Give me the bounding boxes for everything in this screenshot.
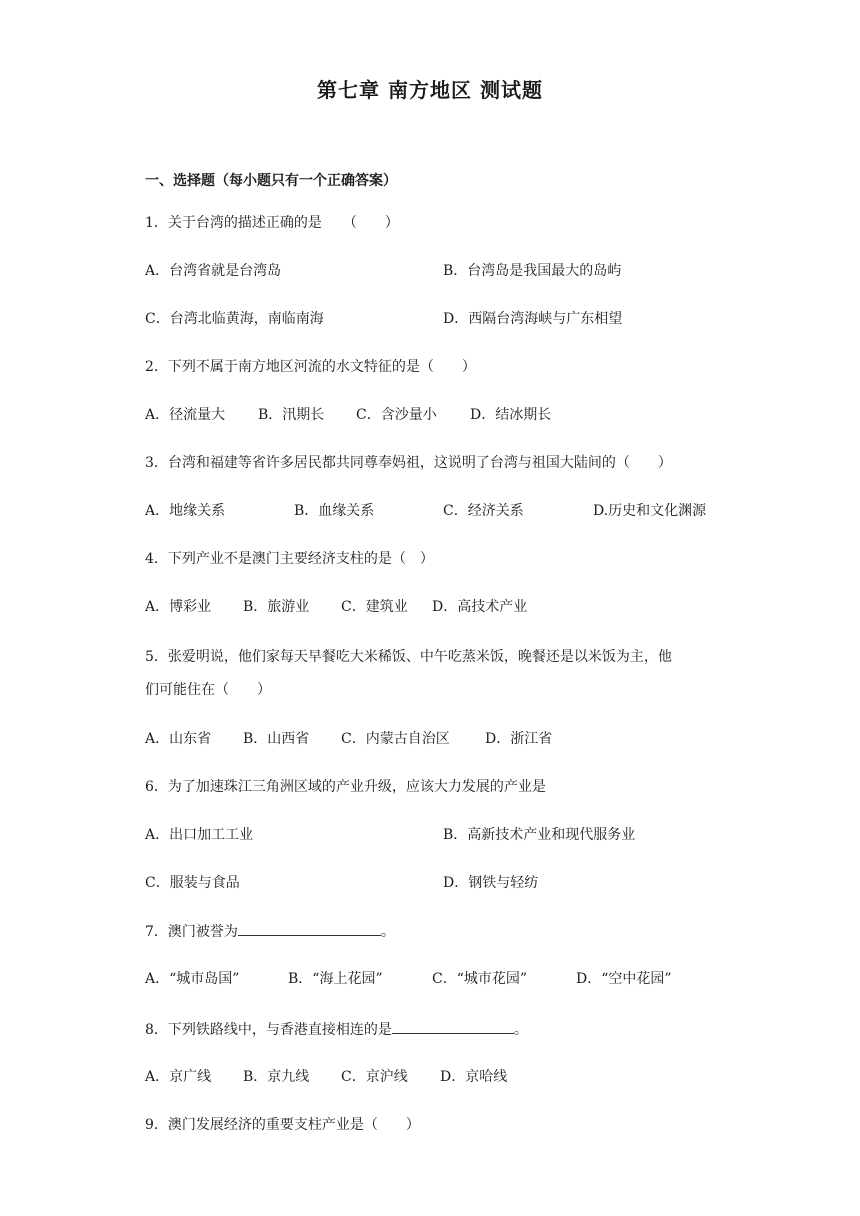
- question-1-option-a: A．台湾省就是台湾岛: [145, 263, 282, 279]
- question-2-stem: 2．下列不属于南方地区河流的水文特征的是（ ）: [145, 359, 476, 375]
- question-5-stem-line2: 们可能住在（ ）: [145, 682, 271, 698]
- question-1-stem: 1．关于台湾的描述正确的是 （ ）: [145, 215, 399, 231]
- question-4-stem: 4．下列产业不是澳门主要经济支柱的是（ ）: [145, 551, 434, 567]
- question-7-option-a: A．“城市岛国”: [145, 971, 240, 987]
- section-heading: 一、选择题（每小题只有一个正确答案）: [145, 173, 397, 189]
- question-7-stem-text: 7．澳门被誉为: [145, 924, 238, 940]
- question-3-option-b: B．血缘关系: [294, 503, 375, 519]
- question-6-option-d: D．钢铁与轻纺: [443, 875, 539, 891]
- question-7-option-b: B．“海上花园”: [288, 971, 383, 987]
- question-5-option-a: A．山东省: [145, 731, 212, 747]
- question-8-option-d: D．京哈线: [440, 1069, 508, 1085]
- question-5-option-c: C．内蒙古自治区: [341, 731, 450, 747]
- question-2-option-d: D．结冰期长: [470, 407, 552, 423]
- question-5-option-d: D．浙江省: [485, 731, 553, 747]
- question-9-stem: 9．澳门发展经济的重要支柱产业是（ ）: [145, 1117, 420, 1133]
- question-7-stem-end: 。: [380, 924, 395, 940]
- question-4-option-d: D．高技术产业: [432, 599, 528, 615]
- question-7-option-d: D．“空中花园”: [576, 971, 672, 987]
- question-2-option-c: C．含沙量小: [356, 407, 437, 423]
- question-8-stem-text: 8．下列铁路线中，与香港直接相连的是: [145, 1022, 392, 1038]
- question-2-option-a: A．径流量大: [145, 407, 226, 423]
- question-6-option-a: A．出口加工工业: [145, 827, 254, 843]
- question-7-option-c: C．“城市花园”: [432, 971, 528, 987]
- question-3-option-a: A．地缘关系: [145, 503, 226, 519]
- question-8-option-a: A．京广线: [145, 1069, 212, 1085]
- question-8-option-c: C．京沪线: [341, 1069, 408, 1085]
- question-6-option-b: B．高新技术产业和现代服务业: [443, 827, 636, 843]
- question-3-option-c: C．经济关系: [443, 503, 524, 519]
- question-4-option-a: A．博彩业: [145, 599, 212, 615]
- question-8-option-b: B．京九线: [243, 1069, 310, 1085]
- question-2-option-b: B．汛期长: [258, 407, 325, 423]
- question-1-option-b: B．台湾岛是我国最大的岛屿: [443, 263, 622, 279]
- question-8-stem-end: 。: [513, 1022, 528, 1038]
- question-6-stem: 6．为了加速珠江三角洲区域的产业升级，应该大力发展的产业是: [145, 779, 546, 795]
- question-7-stem: [145, 922, 395, 941]
- question-4-option-c: C．建筑业: [341, 599, 408, 615]
- question-7-answer-blank: [238, 922, 381, 936]
- question-8-answer-blank: [392, 1020, 514, 1034]
- page-title: 第七章 南方地区 测试题: [317, 78, 543, 102]
- question-4-option-b: B．旅游业: [243, 599, 310, 615]
- question-1-option-c: C．台湾北临黄海，南临南海: [145, 311, 324, 327]
- question-3-option-d: D.历史和文化渊源: [593, 503, 707, 519]
- question-3-stem: 3．台湾和福建等省许多居民都共同尊奉妈祖，这说明了台湾与祖国大陆间的（ ）: [145, 455, 672, 471]
- question-6-option-c: C．服装与食品: [145, 875, 240, 891]
- question-5-stem-line1: 5．张爱明说，他们家每天早餐吃大米稀饭、中午吃蒸米饭，晚餐还是以米饭为主，他: [145, 649, 672, 665]
- question-8-stem: [145, 1020, 528, 1039]
- question-5-option-b: B．山西省: [243, 731, 310, 747]
- question-1-option-d: D．西隔台湾海峡与广东相望: [443, 311, 623, 327]
